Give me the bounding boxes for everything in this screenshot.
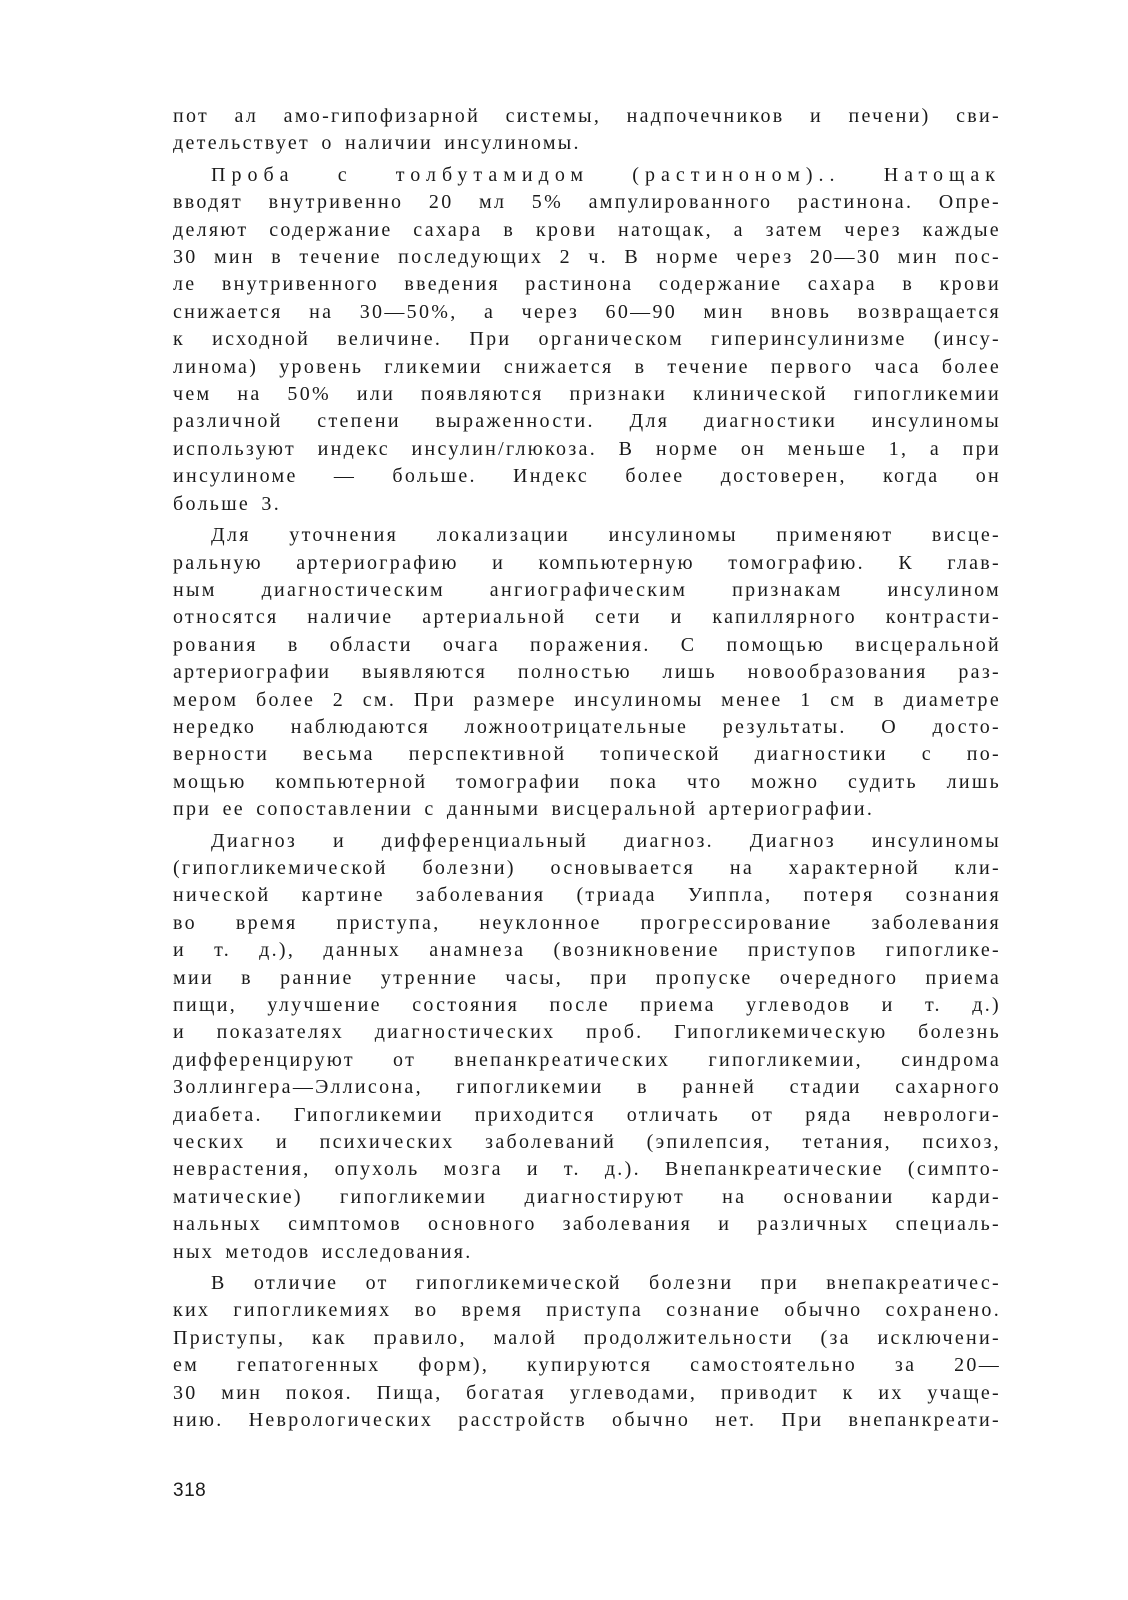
text-line: пищи, улучшение состояния после приема углеводов и т. д.) bbox=[173, 994, 1001, 1016]
paragraph bbox=[173, 162, 1001, 518]
text-line: мощью компьютерной томографии пока что можно судить лишь bbox=[173, 770, 1001, 793]
text-line: больше 3. bbox=[173, 492, 281, 515]
text-line: линома) уровень гликемии снижается в течение первого часа более bbox=[173, 355, 1001, 378]
text-line: ным диагностическим ангиографическим признакам инсулином bbox=[173, 578, 1001, 601]
text-line: различной степени выраженности. Для диагностики инсулиномы bbox=[173, 410, 1001, 433]
text-line: ральную артериографию и компьютерную томографию. К глав- bbox=[173, 551, 1001, 574]
text-line: В отличие от гипогликемической болезни при внепакреатичес- bbox=[211, 1272, 1001, 1295]
text-line: ких гипогликемиях во время приступа сознание обычно сохранено. bbox=[173, 1299, 1001, 1322]
text-line: чем на 50% или появляются признаки клинической гипогликемии bbox=[173, 383, 1001, 406]
text-line: к исходной величине. При органическом гиперинсулинизме (инсу- bbox=[173, 328, 1001, 351]
text-line: мии в ранние утренние часы, при пропуске очередного приема bbox=[173, 966, 1001, 989]
text-line: относятся наличие артериальной сети и капиллярного контрасти- bbox=[173, 606, 1001, 629]
text-line: нальных симптомов основного заболевания и различных специаль- bbox=[173, 1213, 1001, 1236]
text-line: верности весьма перспективной топической диагностики с по- bbox=[173, 743, 1001, 766]
text-line: ных методов исследования. bbox=[173, 1240, 473, 1263]
text-line: Для уточнения локализации инсулиномы применяют висце- bbox=[211, 524, 1001, 547]
page-number: 318 bbox=[173, 1480, 207, 1501]
text-line: неврастения, опухоль мозга и т. д.). Внепанкреатические (симпто- bbox=[173, 1158, 1001, 1181]
text-line: (гипогликемической болезни) основывается на характерной кли- bbox=[173, 856, 1001, 879]
text-line: вводят внутривенно 20 мл 5% ампулированного растинона. Опре- bbox=[173, 191, 1001, 214]
paragraph bbox=[173, 103, 1001, 158]
text-line: и т. д.), данных анамнеза (возникновение приступов гипоглике- bbox=[173, 939, 1001, 962]
text-line: диабета. Гипогликемии приходится отличать от ряда неврологи- bbox=[173, 1103, 1001, 1126]
text-line: ле внутривенного введения растинона содержание сахара в крови bbox=[173, 273, 1001, 296]
text-line: и показателях диагностических проб. Гипогликемическую болезнь bbox=[173, 1021, 1001, 1044]
paragraph bbox=[173, 1270, 1001, 1434]
text-line: 30 мин в течение последующих 2 ч. В норме через 20—30 мин пос- bbox=[173, 246, 1001, 269]
text-line: дифференцируют от внепанкреатических гипогликемии, синдрома bbox=[173, 1048, 1001, 1071]
text-line: детельствует о наличии инсулиномы. bbox=[173, 132, 581, 155]
paragraph bbox=[173, 522, 1001, 823]
text-line: нической картине заболевания (триада Уиппла, потеря сознания bbox=[173, 884, 1001, 907]
text-line: при ее сопоставлении с данными висцеральной артериографии. bbox=[173, 798, 875, 821]
text-line: рования в области очага поражения. С помощью висцеральной bbox=[173, 633, 1001, 656]
paragraph bbox=[173, 828, 1001, 1267]
text-line: артериографии выявляются полностью лишь новообразования раз- bbox=[173, 661, 1001, 684]
text-line: используют индекс инсулин/глюкоза. В норме он меньше 1, а при bbox=[173, 437, 1001, 460]
text-line: матические) гипогликемии диагностируют на основании карди- bbox=[173, 1185, 1001, 1208]
text-line: 30 мин покоя. Пища, богатая углеводами, приводит к их учаще- bbox=[173, 1381, 1001, 1404]
text-line: во время приступа, неуклонное прогрессирование заболевания bbox=[173, 911, 1001, 934]
text-line: деляют содержание сахара в крови натощак, а затем через каждые bbox=[173, 218, 1001, 241]
text-line: ем гепатогенных форм), купируются самостоятельно за 20— bbox=[173, 1354, 1001, 1377]
text-line: нередко наблюдаются ложноотрицательные результаты. О досто- bbox=[173, 715, 1001, 738]
text-line: нию. Неврологических расстройств обычно нет. При внепанкреати- bbox=[173, 1409, 1001, 1432]
text-line: снижается на 30—50%, а через 60—90 мин вновь возвращается bbox=[173, 300, 1001, 323]
text-line: пот ал амо-гипофизарной системы, надпочечников и печени) сви- bbox=[173, 105, 1001, 127]
text-line: Приступы, как правило, малой продолжительности (за исключени- bbox=[173, 1326, 1001, 1349]
page-body bbox=[173, 103, 1001, 1439]
text-line: Золлингера—Эллисона, гипогликемии в ранней стадии сахарного bbox=[173, 1076, 1001, 1099]
text-line: инсулиноме — больше. Индекс более достоверен, когда он bbox=[173, 465, 1001, 488]
text-line: ческих и психических заболеваний (эпилепсия, тетания, психоз, bbox=[173, 1131, 1001, 1154]
text-line: Диагноз и дифференциальный диагноз. Диагноз инсулиномы bbox=[211, 829, 1001, 852]
text-line: мером более 2 см. При размере инсулиномы менее 1 см в диаметре bbox=[173, 688, 1001, 711]
text-line: Проба с толбутамидом (растиноном).. Натощак bbox=[211, 163, 1001, 186]
